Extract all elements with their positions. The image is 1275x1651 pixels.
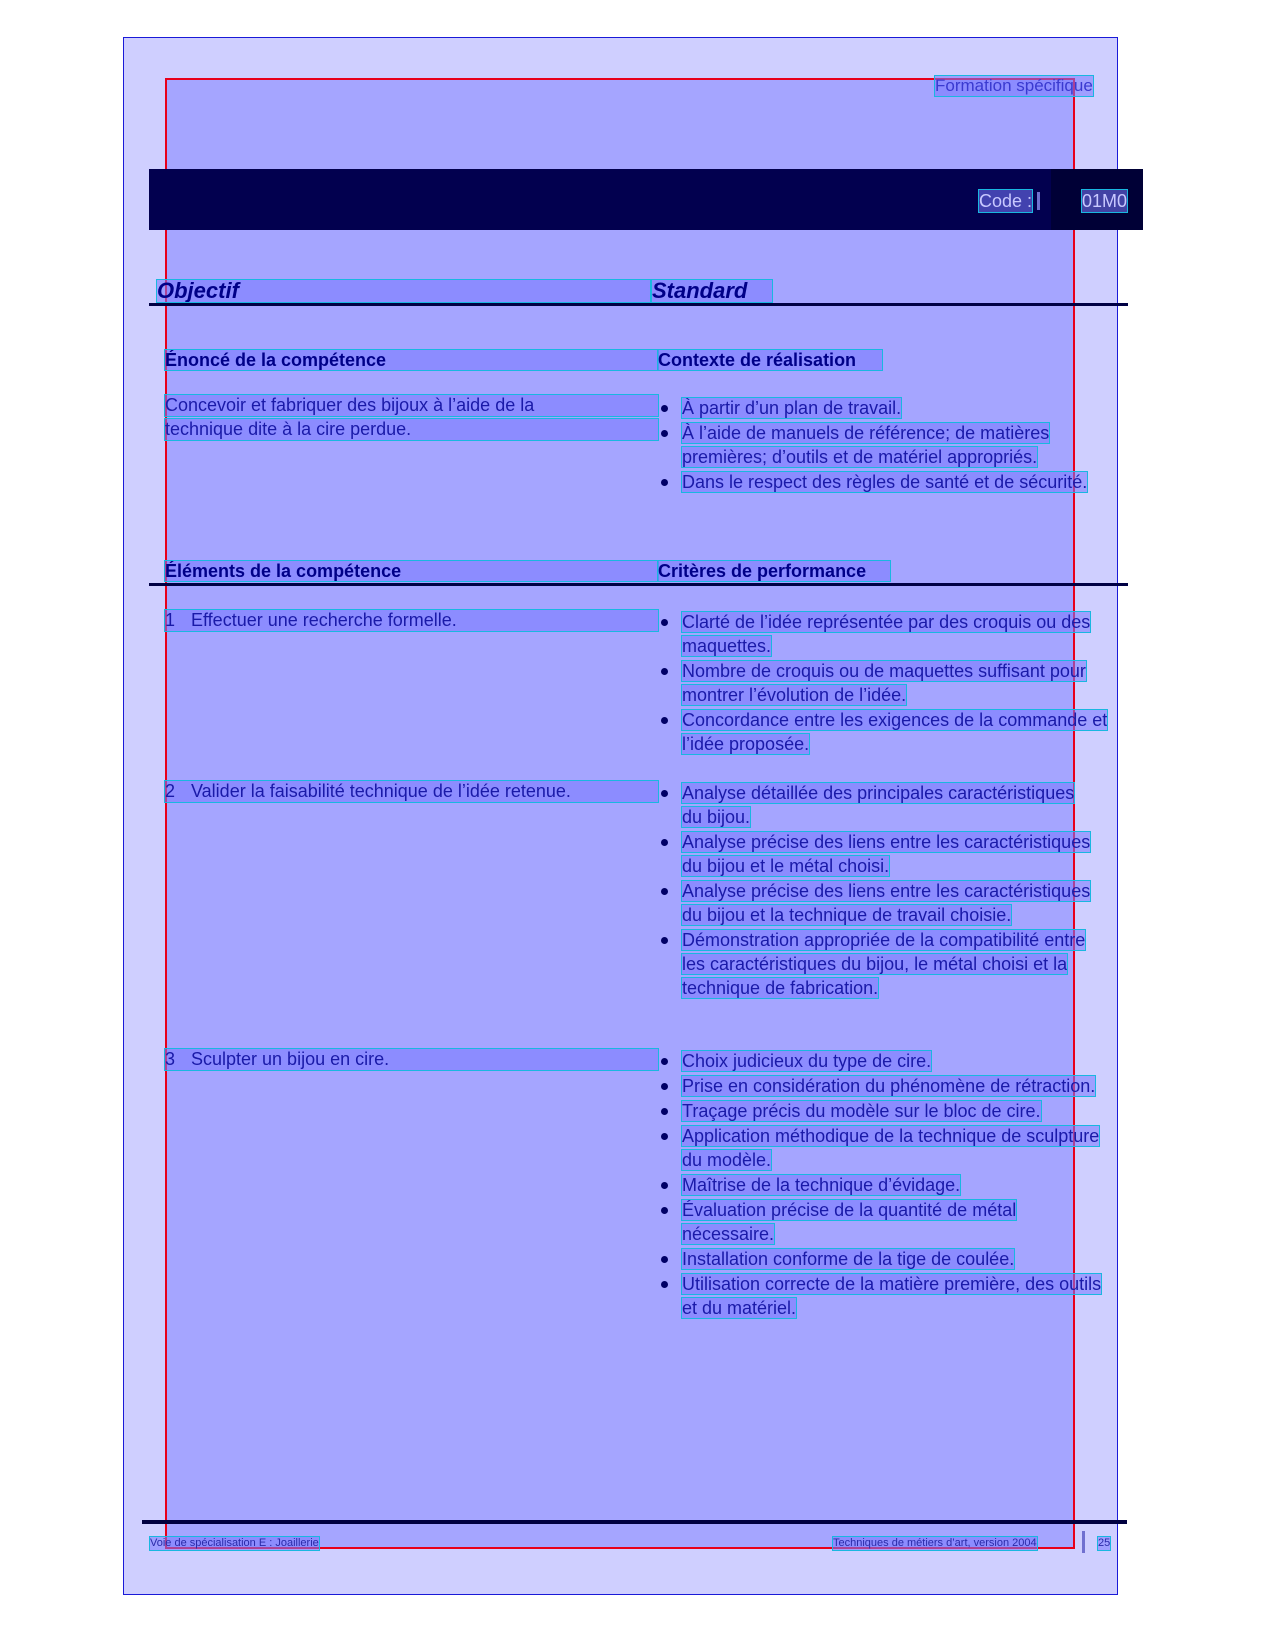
element-3: 3 Sculpter un bijou en cire. — [165, 1049, 658, 1070]
contexte-heading: Contexte de réalisation — [658, 350, 882, 370]
list-item: À partir d’un plan de travail. — [658, 396, 1098, 420]
element-2: 2 Valider la faisabilité technique de l’idée retenue. — [165, 781, 658, 802]
competence-line: Concevoir et fabriquer des bijoux à l’aide de la — [165, 395, 658, 416]
competence-line: technique dite à la cire perdue. — [165, 419, 658, 440]
list-item: Maîtrise de la technique d’évidage. — [658, 1173, 1108, 1197]
list-item: Concordance entre les exigences de la commande et l’idée proposée. — [658, 708, 1108, 756]
code-value: 01M0 — [1082, 191, 1128, 211]
criteria-list-2 — [658, 781, 1098, 1001]
title-rule — [149, 303, 1128, 306]
criteria-list-1 — [658, 610, 1108, 757]
list-item: Nombre de croquis ou de maquettes suffisant pour montrer l’évolution de l’idée. — [658, 659, 1108, 707]
list-item: Démonstration appropriée de la compatibilité entre les caractéristiques du bijou, le métal choisi et la technique de fabrication. — [658, 928, 1098, 1000]
criteres-heading: Critères de performance — [658, 561, 890, 581]
header-label: Formation spécifique — [935, 76, 1093, 95]
code-label: Code : — [979, 191, 1033, 211]
code-separator — [1037, 192, 1040, 210]
list-item: Évaluation précise de la quantité de métal nécessaire. — [658, 1198, 1108, 1246]
list-item: Installation conforme de la tige de coulée. — [658, 1247, 1108, 1271]
list-item: Analyse précise des liens entre les caractéristiques du bijou et la technique de travail choisie. — [658, 879, 1098, 927]
list-item: Traçage précis du modèle sur le bloc de cire. — [658, 1099, 1108, 1123]
footer-rule — [142, 1520, 1127, 1524]
footer-left: Voie de spécialisation E : Joaillerie — [150, 1537, 319, 1549]
list-item: À l’aide de manuels de référence; de matières premières; d’outils et de matériel appropriés. — [658, 421, 1098, 469]
list-item: Analyse précise des liens entre les caractéristiques du bijou et le métal choisi. — [658, 830, 1098, 878]
list-item: Clarté de l’idée représentée par des croquis ou des maquettes. — [658, 610, 1108, 658]
element-1: 1 Effectuer une recherche formelle. — [165, 610, 658, 631]
competence-heading: Énoncé de la compétence — [165, 350, 658, 370]
contexte-list — [658, 396, 1098, 495]
page-number: 25 — [1098, 1537, 1111, 1549]
competence-statement — [165, 395, 658, 443]
elements-heading: Éléments de la compétence — [165, 561, 658, 581]
criteria-list-3 — [658, 1049, 1108, 1321]
elements-rule — [149, 583, 1128, 586]
list-item: Dans le respect des règles de santé et de sécurité. — [658, 470, 1098, 494]
list-item: Application méthodique de la technique de sculpture du modèle. — [658, 1124, 1108, 1172]
footer-right: Techniques de métiers d’art, version 2004 — [833, 1537, 1037, 1549]
list-item: Choix judicieux du type de cire. — [658, 1049, 1108, 1073]
footer-separator — [1082, 1531, 1085, 1553]
standard-title: Standard — [652, 280, 772, 302]
list-item: Analyse détaillée des principales caractéristiques du bijou. — [658, 781, 1098, 829]
list-item: Utilisation correcte de la matière première, des outils et du matériel. — [658, 1272, 1108, 1320]
list-item: Prise en considération du phénomène de rétraction. — [658, 1074, 1108, 1098]
objectif-title: Objectif — [157, 280, 650, 302]
